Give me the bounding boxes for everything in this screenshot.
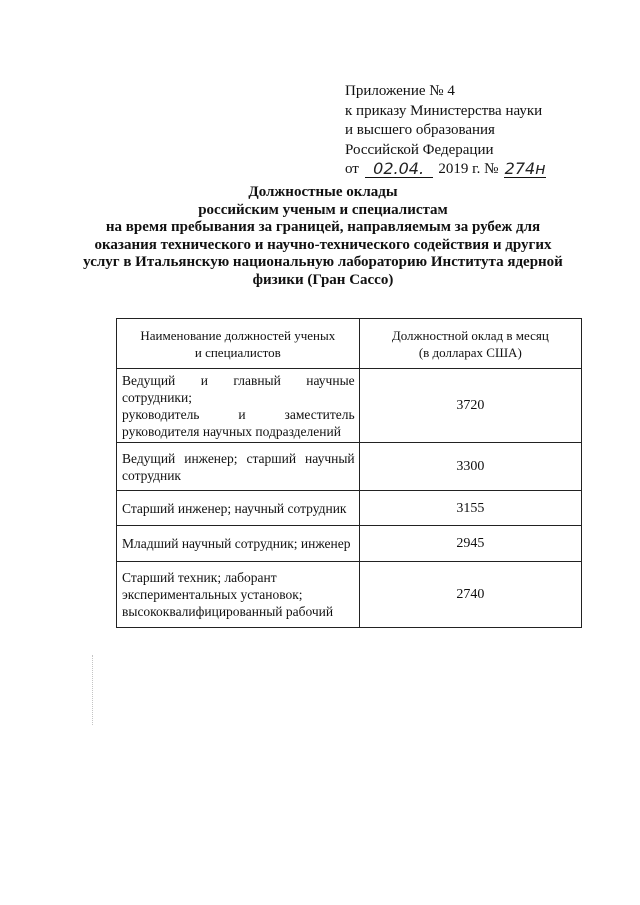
- header-salary: [359, 319, 581, 369]
- header-salary-line: (в долларах США): [418, 344, 522, 360]
- position-name: [117, 443, 360, 491]
- table-row: [117, 369, 582, 443]
- table-row: [117, 491, 582, 526]
- appendix-header: [345, 82, 605, 180]
- salary-value: 2945: [359, 526, 581, 562]
- table-row: [117, 562, 582, 628]
- title-line: физики (Гран Сассо): [252, 271, 394, 288]
- salary-value: 3300: [359, 443, 581, 491]
- position-line: сотрудник: [122, 467, 181, 483]
- salary-table: [116, 318, 582, 628]
- position-name: [117, 491, 360, 526]
- appendix-number: Приложение № 4: [345, 83, 455, 99]
- position-line: Старший инженер; научный сотрудник: [122, 500, 347, 516]
- appendix-ministry: и высшего образования: [345, 122, 495, 138]
- document-title: [80, 184, 566, 289]
- handwritten-date: 02.04.: [365, 161, 433, 178]
- header-position-line: и специалистов: [194, 344, 281, 360]
- position-line: Старший техник; лаборант: [122, 570, 277, 585]
- year-text: 2019 г. №: [438, 161, 499, 177]
- position-line: Ведущий и главный научные сотрудники;: [122, 372, 355, 405]
- position-name: [117, 369, 360, 443]
- position-line: Младший научный сотрудник; инженер: [122, 536, 351, 551]
- appendix-order-ref: к приказу Министерства науки: [345, 102, 543, 119]
- title-line: на время пребывания за границей, направляемым за рубеж для: [105, 219, 541, 235]
- salary-value: 2740: [359, 562, 581, 628]
- title-line: Должностные оклады: [248, 184, 398, 200]
- position-line: высококвалифицированный рабочий: [122, 604, 334, 619]
- title-line: оказания технического и научно-технического содействия и других: [94, 236, 552, 253]
- salary-value: 3720: [359, 369, 581, 443]
- position-name: [117, 562, 360, 628]
- position-line: руководителя научных подразделений: [122, 423, 341, 439]
- scan-artifact: [92, 655, 95, 725]
- table-row: [117, 443, 582, 491]
- date-prefix: от: [345, 161, 359, 177]
- appendix-date-line: [345, 160, 605, 180]
- salary-value: 3155: [359, 491, 581, 526]
- position-name: [117, 526, 360, 562]
- appendix-country: Российской Федерации: [345, 141, 494, 158]
- header-position-line: Наименование должностей ученых: [140, 327, 336, 343]
- handwritten-order-number: 274н: [504, 159, 546, 178]
- table-header-row: [117, 319, 582, 369]
- header-position: [117, 319, 360, 369]
- header-salary-line: Должностной оклад в месяц: [391, 327, 549, 343]
- title-line: российским ученым и специалистам: [198, 201, 448, 218]
- position-line: руководитель и заместитель: [122, 406, 355, 422]
- position-line: экспериментальных установок;: [122, 587, 303, 602]
- position-line: Ведущий инженер; старший научный: [122, 450, 355, 466]
- table-row: [117, 526, 582, 562]
- title-line: услуг в Итальянскую национальную лабораторию Института ядерной: [83, 254, 563, 270]
